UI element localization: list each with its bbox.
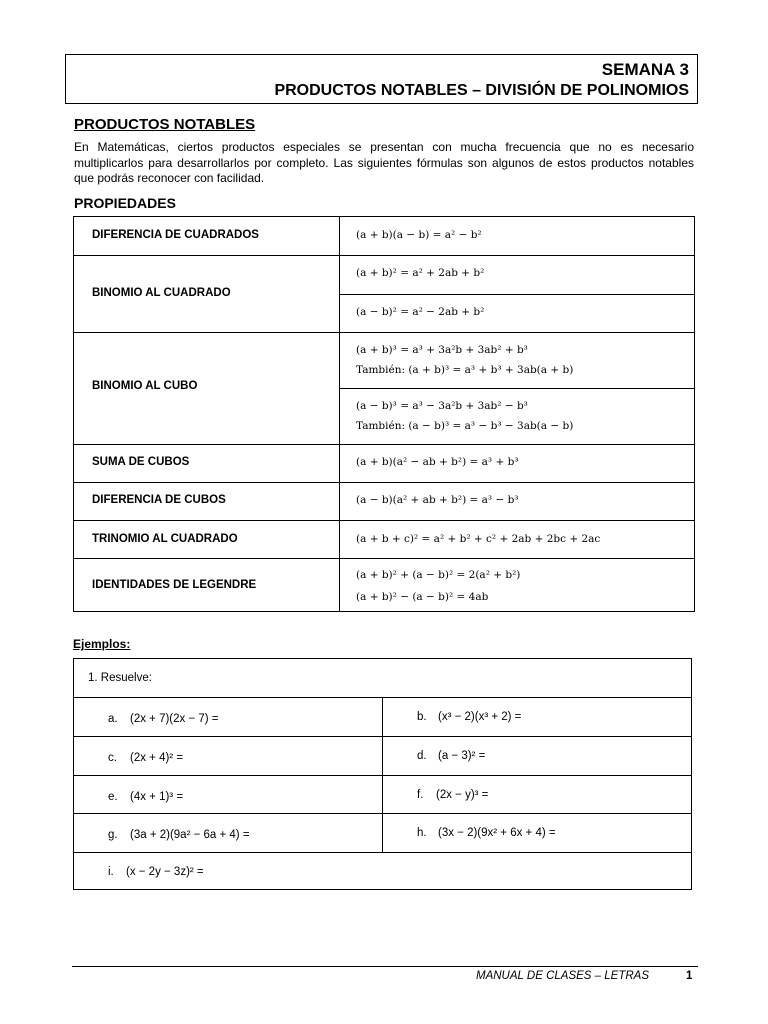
examples-title: Ejemplos: bbox=[73, 637, 131, 651]
row-divider bbox=[74, 332, 694, 333]
exercise-expression: (4x + 1)³ = bbox=[130, 791, 184, 803]
property-formula: (a + b + c)² = a² + b² + c² + 2ab + 2bc + 2ac bbox=[356, 533, 601, 545]
property-label: IDENTIDADES DE LEGENDRE bbox=[92, 579, 257, 591]
property-formula: (a + b)(a − b) = a² − b² bbox=[356, 229, 482, 241]
exercise-expression: (x − 2y − 3z)² = bbox=[126, 866, 204, 878]
property-label: TRINOMIO AL CUADRADO bbox=[92, 533, 238, 545]
property-formula: (a − b)³ = a³ − 3a²b + 3ab² − b³ bbox=[356, 400, 528, 412]
property-formula: (a − b)(a² + ab + b²) = a³ − b³ bbox=[356, 494, 519, 506]
exercise-letter: f. bbox=[417, 789, 424, 801]
row-divider bbox=[74, 520, 694, 521]
exercise-letter: d. bbox=[417, 750, 427, 762]
exercise-expression: (2x + 7)(2x − 7) = bbox=[130, 713, 219, 725]
exercise-letter: i. bbox=[108, 866, 114, 878]
property-formula: También: (a − b)³ = a³ − b³ − 3ab(a − b) bbox=[356, 420, 574, 432]
exercise-expression: (2x + 4)² = bbox=[130, 752, 184, 764]
exercise-letter: c. bbox=[108, 752, 117, 764]
property-formula: (a + b)² + (a − b)² = 2(a² + b²) bbox=[356, 569, 521, 581]
exercise-expression: (3x − 2)(9x² + 6x + 4) = bbox=[438, 827, 556, 839]
property-formula: (a + b)³ = a³ + 3a²b + 3ab² + b³ bbox=[356, 344, 528, 356]
exercise-letter: a. bbox=[108, 713, 118, 725]
week-label: SEMANA 3 bbox=[601, 60, 689, 79]
intro-paragraph: En Matemáticas, ciertos productos especiales se presentan con mucha frecuencia que no es necesario multiplicarlos para desarrollarlos por completo. Las siguientes fórmulas son algunos de estos productos notables que podrás reconocer con facilidad. bbox=[74, 140, 694, 185]
exercise-letter: g. bbox=[108, 829, 118, 841]
subrow-divider bbox=[339, 388, 694, 389]
property-label: DIFERENCIA DE CUBOS bbox=[92, 494, 226, 506]
page-number: 1 bbox=[686, 970, 693, 982]
examples-table bbox=[73, 658, 692, 890]
column-divider bbox=[339, 217, 340, 611]
exercise-expression: (x³ − 2)(x³ + 2) = bbox=[438, 711, 522, 723]
exercise-expression: (a − 3)² = bbox=[438, 750, 486, 762]
property-formula: (a − b)² = a² − 2ab + b² bbox=[356, 306, 485, 318]
column-divider bbox=[382, 697, 383, 852]
section-title: PRODUCTOS NOTABLES bbox=[74, 116, 256, 133]
properties-title: PROPIEDADES bbox=[74, 195, 176, 211]
exercise-letter: h. bbox=[417, 827, 427, 839]
footer-label: MANUAL DE CLASES – LETRAS bbox=[476, 970, 649, 982]
exercise-expression: (3a + 2)(9a² − 6a + 4) = bbox=[130, 829, 250, 841]
row-divider bbox=[74, 482, 694, 483]
page-title: PRODUCTOS NOTABLES – DIVISIÓN DE POLINOMIOS bbox=[274, 82, 689, 99]
exercise-prompt: 1. Resuelve: bbox=[88, 672, 152, 684]
row-divider bbox=[74, 444, 694, 445]
property-label: BINOMIO AL CUBO bbox=[92, 380, 198, 392]
properties-table bbox=[73, 216, 695, 612]
property-label: DIFERENCIA DE CUADRADOS bbox=[92, 229, 259, 241]
row-divider bbox=[74, 558, 694, 559]
exercise-expression: (2x − y)³ = bbox=[436, 789, 489, 801]
footer-divider bbox=[72, 966, 698, 967]
property-formula: (a + b)(a² − ab + b²) = a³ + b³ bbox=[356, 456, 519, 468]
property-label: SUMA DE CUBOS bbox=[92, 456, 190, 468]
property-formula: (a + b)² − (a − b)² = 4ab bbox=[356, 591, 489, 603]
property-formula: (a + b)² = a² + 2ab + b² bbox=[356, 267, 485, 279]
exercise-letter: e. bbox=[108, 791, 118, 803]
exercise-letter: b. bbox=[417, 711, 427, 723]
row-divider bbox=[74, 255, 694, 256]
row-divider bbox=[74, 852, 691, 853]
property-label: BINOMIO AL CUADRADO bbox=[92, 287, 231, 299]
subrow-divider bbox=[339, 294, 694, 295]
header-box bbox=[65, 54, 698, 104]
property-formula: También: (a + b)³ = a³ + b³ + 3ab(a + b) bbox=[356, 364, 574, 376]
